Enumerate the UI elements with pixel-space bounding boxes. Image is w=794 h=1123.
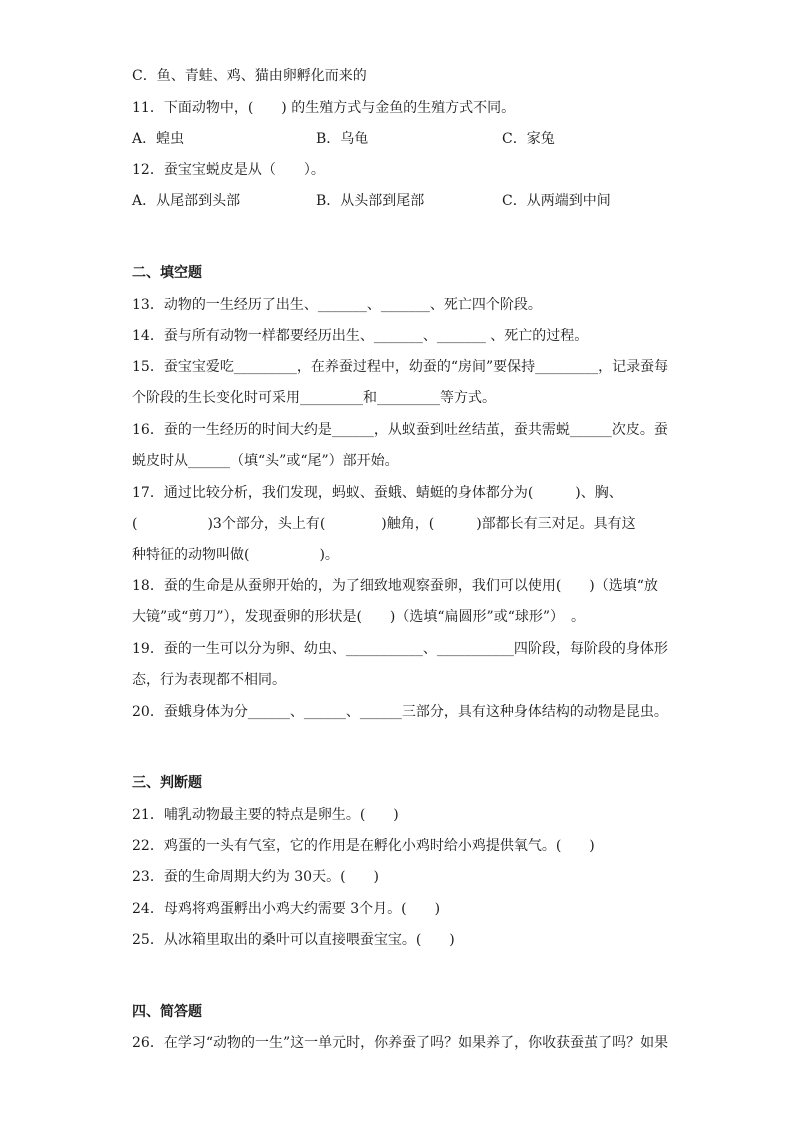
question-19-line1: 19．蚕的一生可以分为卵、幼虫、___________、___________四阶段，每阶段的身体形 [132, 641, 668, 657]
question-25: 25．从冰箱里取出的桑叶可以直接喂蚕宝宝。( ) [132, 932, 455, 948]
question-17-line2: ( )3个部分，头上有( )触角，( )部都长有三对足。具有这 [132, 516, 636, 532]
q10-option-c: C．鱼、青蛙、鸡、猫由卵孵化而来的 [132, 68, 367, 84]
question-19-line2: 态，行为表现都不相同。 [132, 672, 286, 688]
question-16-line1: 16．蚕的一生经历的时间大约是______，从蚁蚕到吐丝结茧，蚕共需蜕______次皮。蚕 [132, 422, 668, 438]
q12-option-c: C．从两端到中间 [502, 193, 611, 209]
question-24: 24．母鸡将鸡蛋孵出小鸡大约需要 3个月。( ) [132, 901, 441, 917]
question-14: 14．蚕与所有动物一样都要经历出生、_______、_______ 、死亡的过程。 [132, 328, 589, 344]
question-18-line1: 18．蚕的生命是从蚕卵开始的，为了细致地观察蚕卵，我们可以使用( )（选填“放 [132, 578, 658, 594]
question-15-line2: 个阶段的生长变化时可采用_________和_________等方式。 [132, 390, 496, 406]
question-22: 22．鸡蛋的一头有气室，它的作用是在孵化小鸡时给小鸡提供氧气。( ) [132, 838, 595, 854]
q12-option-a: A．从尾部到头部 [132, 193, 241, 209]
section-true-false-heading: 三、判断题 [132, 775, 202, 791]
question-13: 13．动物的一生经历了出生、_______、_______、死亡四个阶段。 [132, 297, 542, 313]
question-12: 12．蚕宝宝蜕皮是从（ ）。 [132, 162, 325, 178]
q11-option-c: C．家兔 [502, 131, 555, 147]
question-11: 11．下面动物中，( ) 的生殖方式与金鱼的生殖方式不同。 [132, 100, 516, 116]
question-26-line1: 26．在学习“动物的一生”这一单元时，你养蚕了吗？如果养了，你收获蚕茧了吗？如果 [132, 1035, 669, 1051]
question-18-line2: 大镜”或“剪刀”），发现蚕卵的形状是( )（选填“扁圆形”或“球形”） 。 [132, 609, 586, 625]
question-17-line1: 17．通过比较分析，我们发现，蚂蚁、蚕蛾、蜻蜓的身体都分为( )、胸、 [132, 485, 623, 501]
question-23: 23．蚕的生命周期大约为 30天。( ) [132, 869, 380, 885]
question-16-line2: 蜕皮时从______（填“头”或“尾”）部开始。 [132, 453, 399, 469]
section-short-answer-heading: 四、简答题 [132, 1004, 202, 1020]
question-21: 21．哺乳动物最主要的特点是卵生。( ) [132, 807, 399, 823]
question-20: 20．蚕蛾身体为分______、______、______三部分，具有这种身体结构的动物是昆虫。 [132, 704, 668, 720]
question-15-line1: 15．蚕宝宝爱吃_________，在养蚕过程中，幼蚕的“房间”要保持_________，记录蚕每 [132, 359, 669, 375]
q12-option-b: B．从头部到尾部 [316, 193, 425, 209]
question-17-line3: 种特征的动物叫做( )。 [132, 547, 339, 563]
q11-option-b: B．乌龟 [316, 131, 369, 147]
q11-option-a: A．蝗虫 [132, 131, 185, 147]
section-fill-in-heading: 二、填空题 [132, 265, 202, 281]
